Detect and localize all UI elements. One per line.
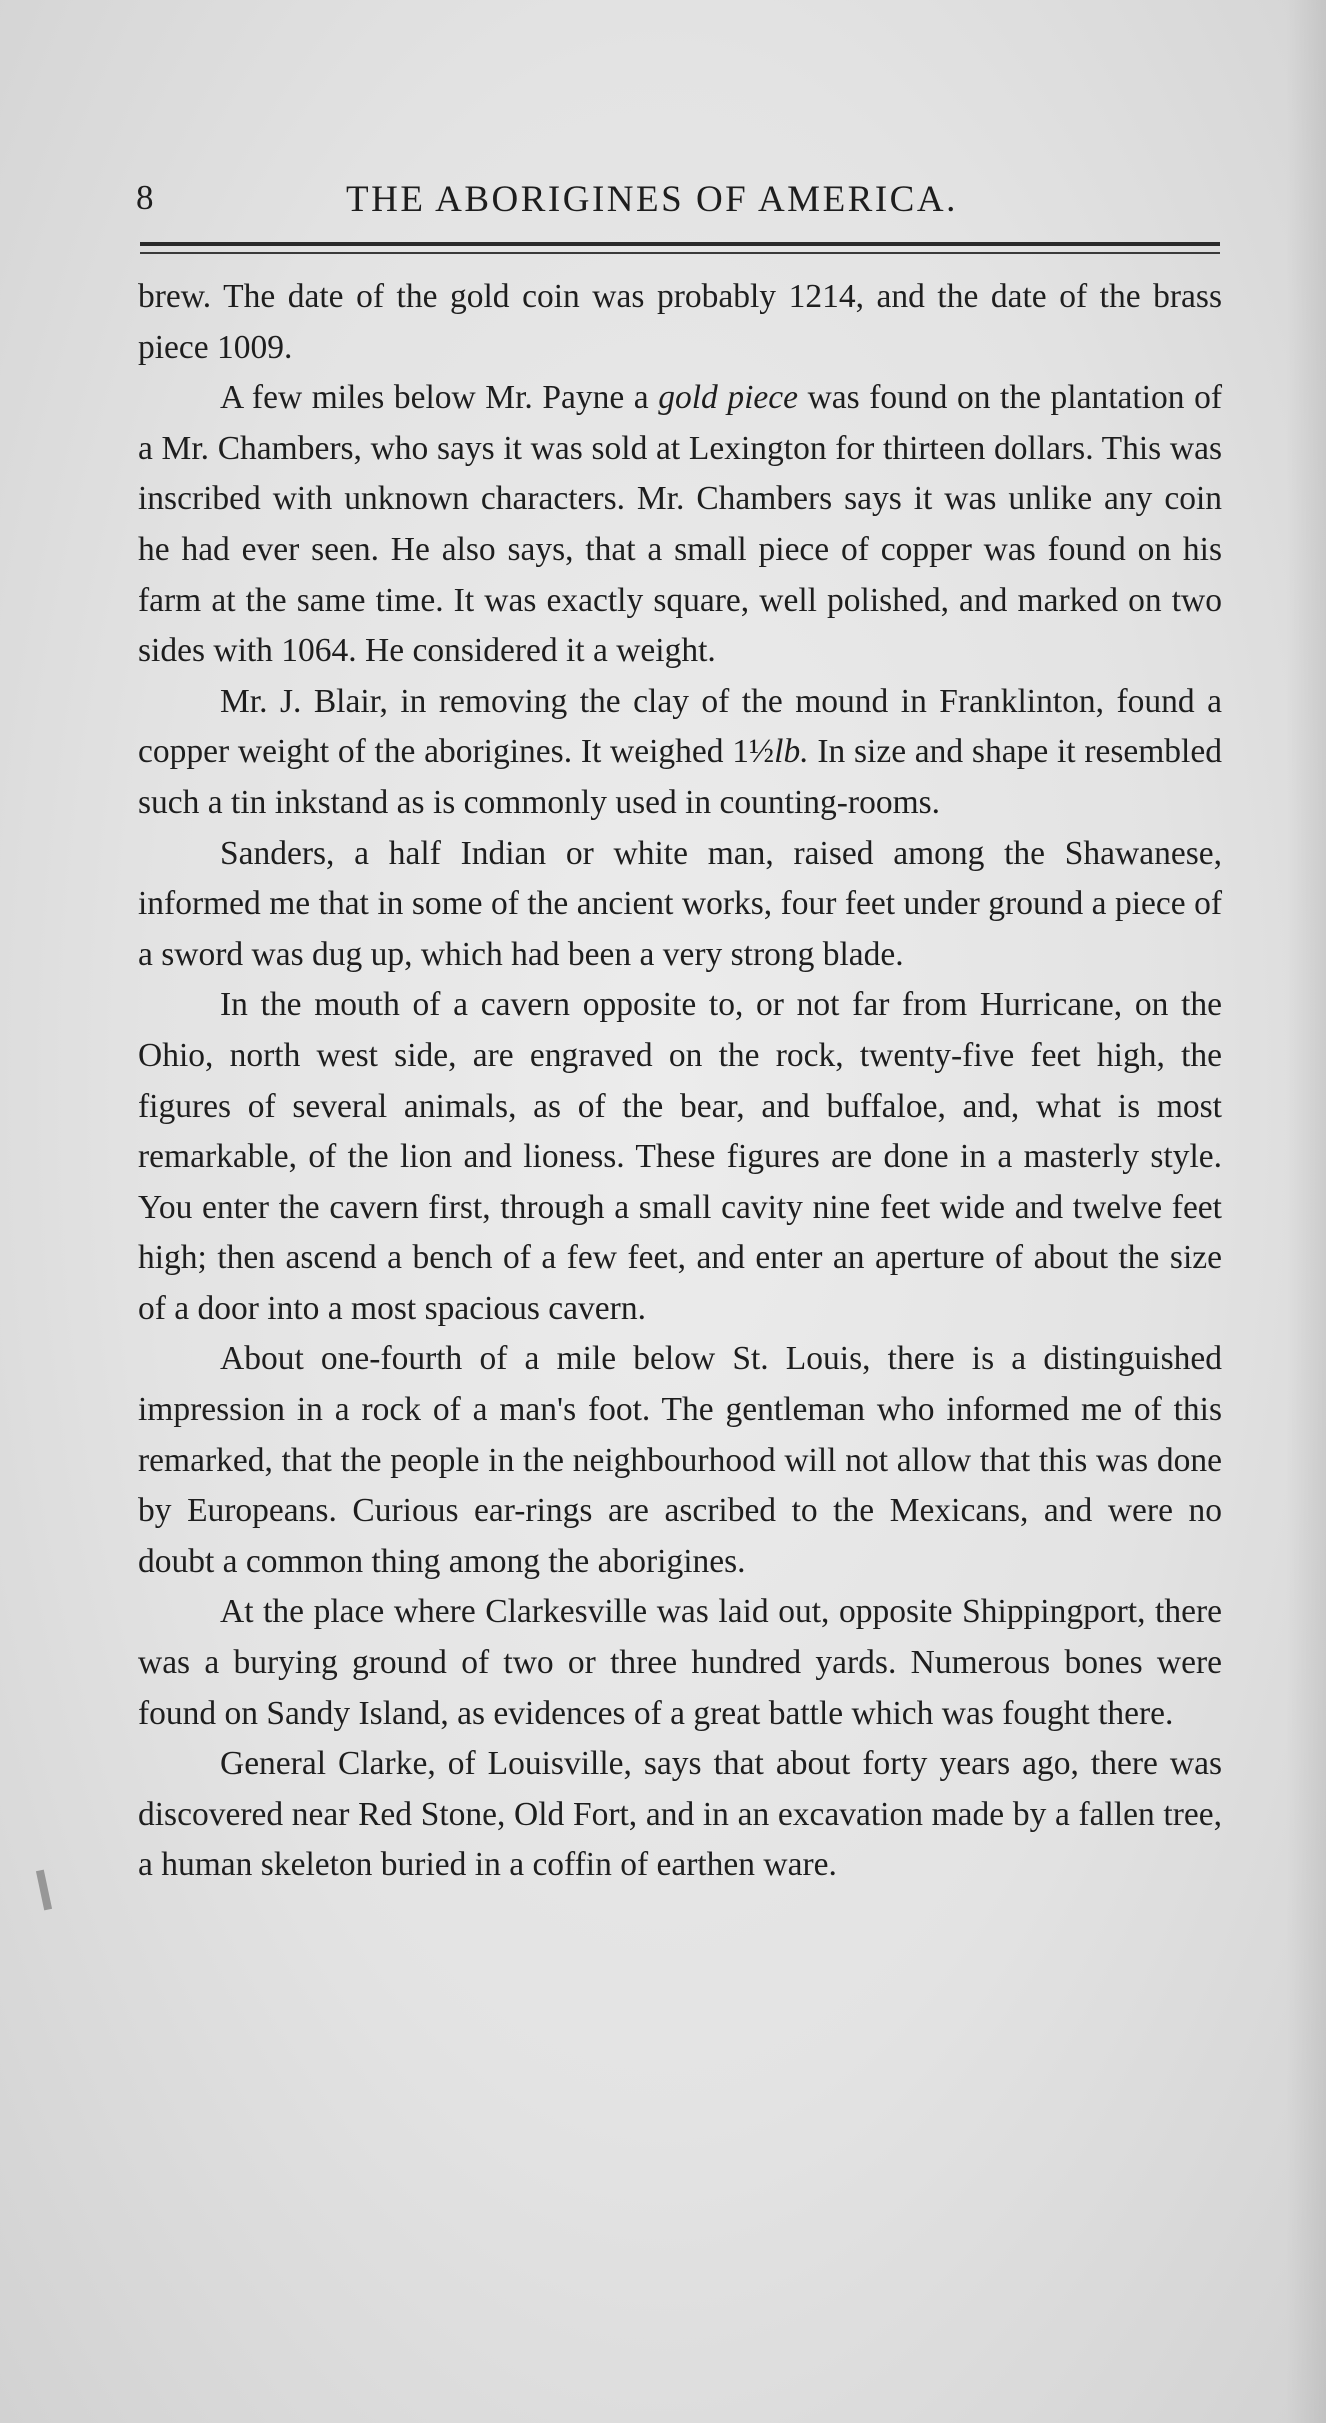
paragraph-6-text: About one-fourth of a mile below St. Louis, there is a distinguished impression in a rock of a man's foot. The gentleman who informed me of this remarked, that the people in the neighbourhood will not allow that this was done by Europeans. Curious ear-rings are ascribed to the Mexicans, and were no doubt a common thing among the aborigines. <box>138 1340 1222 1580</box>
paragraph-6 <box>138 1334 1222 1587</box>
paragraph-7 <box>138 1587 1222 1739</box>
paragraph-2-text-b: was found on the plantation of a Mr. Chambers, who says it was sold at Lexington for thirteen dollars. This was inscribed with unknown characters. Mr. Chambers says it was unlike any coin he had ever seen. He also says, that a small piece of copper was found on his farm at the same time. It was exactly square, well polished, and marked on two sides with 1064. He considered it a weight. <box>138 379 1222 670</box>
paragraph-8-text: General Clarke, of Louisville, says that about forty years ago, there was discovered near Red Stone, Old Fort, and in an excavation made by a fallen tree, a human skeleton buried in a coffin of earthen ware. <box>138 1745 1222 1884</box>
paragraph-3-text-b: In size and shape it resembled such a tin inkstand as is commonly used in counting-rooms. <box>138 733 1222 821</box>
paragraph-2 <box>138 373 1222 677</box>
paragraph-4 <box>138 829 1222 981</box>
paragraph-8 <box>138 1739 1222 1891</box>
paragraph-3-text-a: Mr. J. Blair, in removing the clay of the mound in Franklinton, found a copper weight of the aborigines. It weighed 1½ <box>138 682 1222 771</box>
paper-blemish <box>36 1870 52 1911</box>
page-number: 8 <box>136 178 155 217</box>
paragraph-3 <box>138 677 1222 829</box>
paragraph-5-text: In the mouth of a cavern opposite to, or not far from Hurricane, on the Ohio, north west side, are engraved on the rock, twenty-five feet high, the figures of several animals, as of the bear, and buffaloe, and, what is most remarkable, of the lion and lioness. These figures are done in a masterly style. You enter the cavern first, through a small cavity nine feet wide and twelve feet high; then ascend a bench of a few feet, and enter an aperture of about the size of a door into a most spacious cavern. <box>138 986 1222 1327</box>
paragraph-3-italic: lb. <box>774 733 809 771</box>
running-header <box>136 172 1216 232</box>
paragraph-1-text: brew. The date of the gold coin was probably 1214, and the date of the brass piece 1009. <box>138 278 1222 366</box>
paragraph-2-italic: gold piece <box>658 379 799 417</box>
paragraph-7-text: At the place where Clarkesville was laid out, opposite Shippingport, there was a burying ground of two or three hundred yards. Numerous bones were found on Sandy Island, as evidences of a great battle which was fought there. <box>138 1593 1222 1732</box>
paragraph-5 <box>138 980 1222 1334</box>
running-title: THE ABORIGINES OF AMERICA. <box>346 179 958 220</box>
paragraph-4-text: Sanders, a half Indian or white man, raised among the Shawanese, informed me that in some of the ancient works, four feet under ground a piece of a sword was dug up, which had been a very strong blade. <box>138 834 1222 973</box>
body-text <box>138 272 1222 1891</box>
page-edge-shadow <box>1286 0 1326 2423</box>
paragraph-1 <box>138 272 1222 373</box>
header-rule-thin <box>140 252 1220 254</box>
header-rule-thick <box>140 242 1220 246</box>
paragraph-2-text-a: A few miles below Mr. Payne a <box>220 379 659 417</box>
